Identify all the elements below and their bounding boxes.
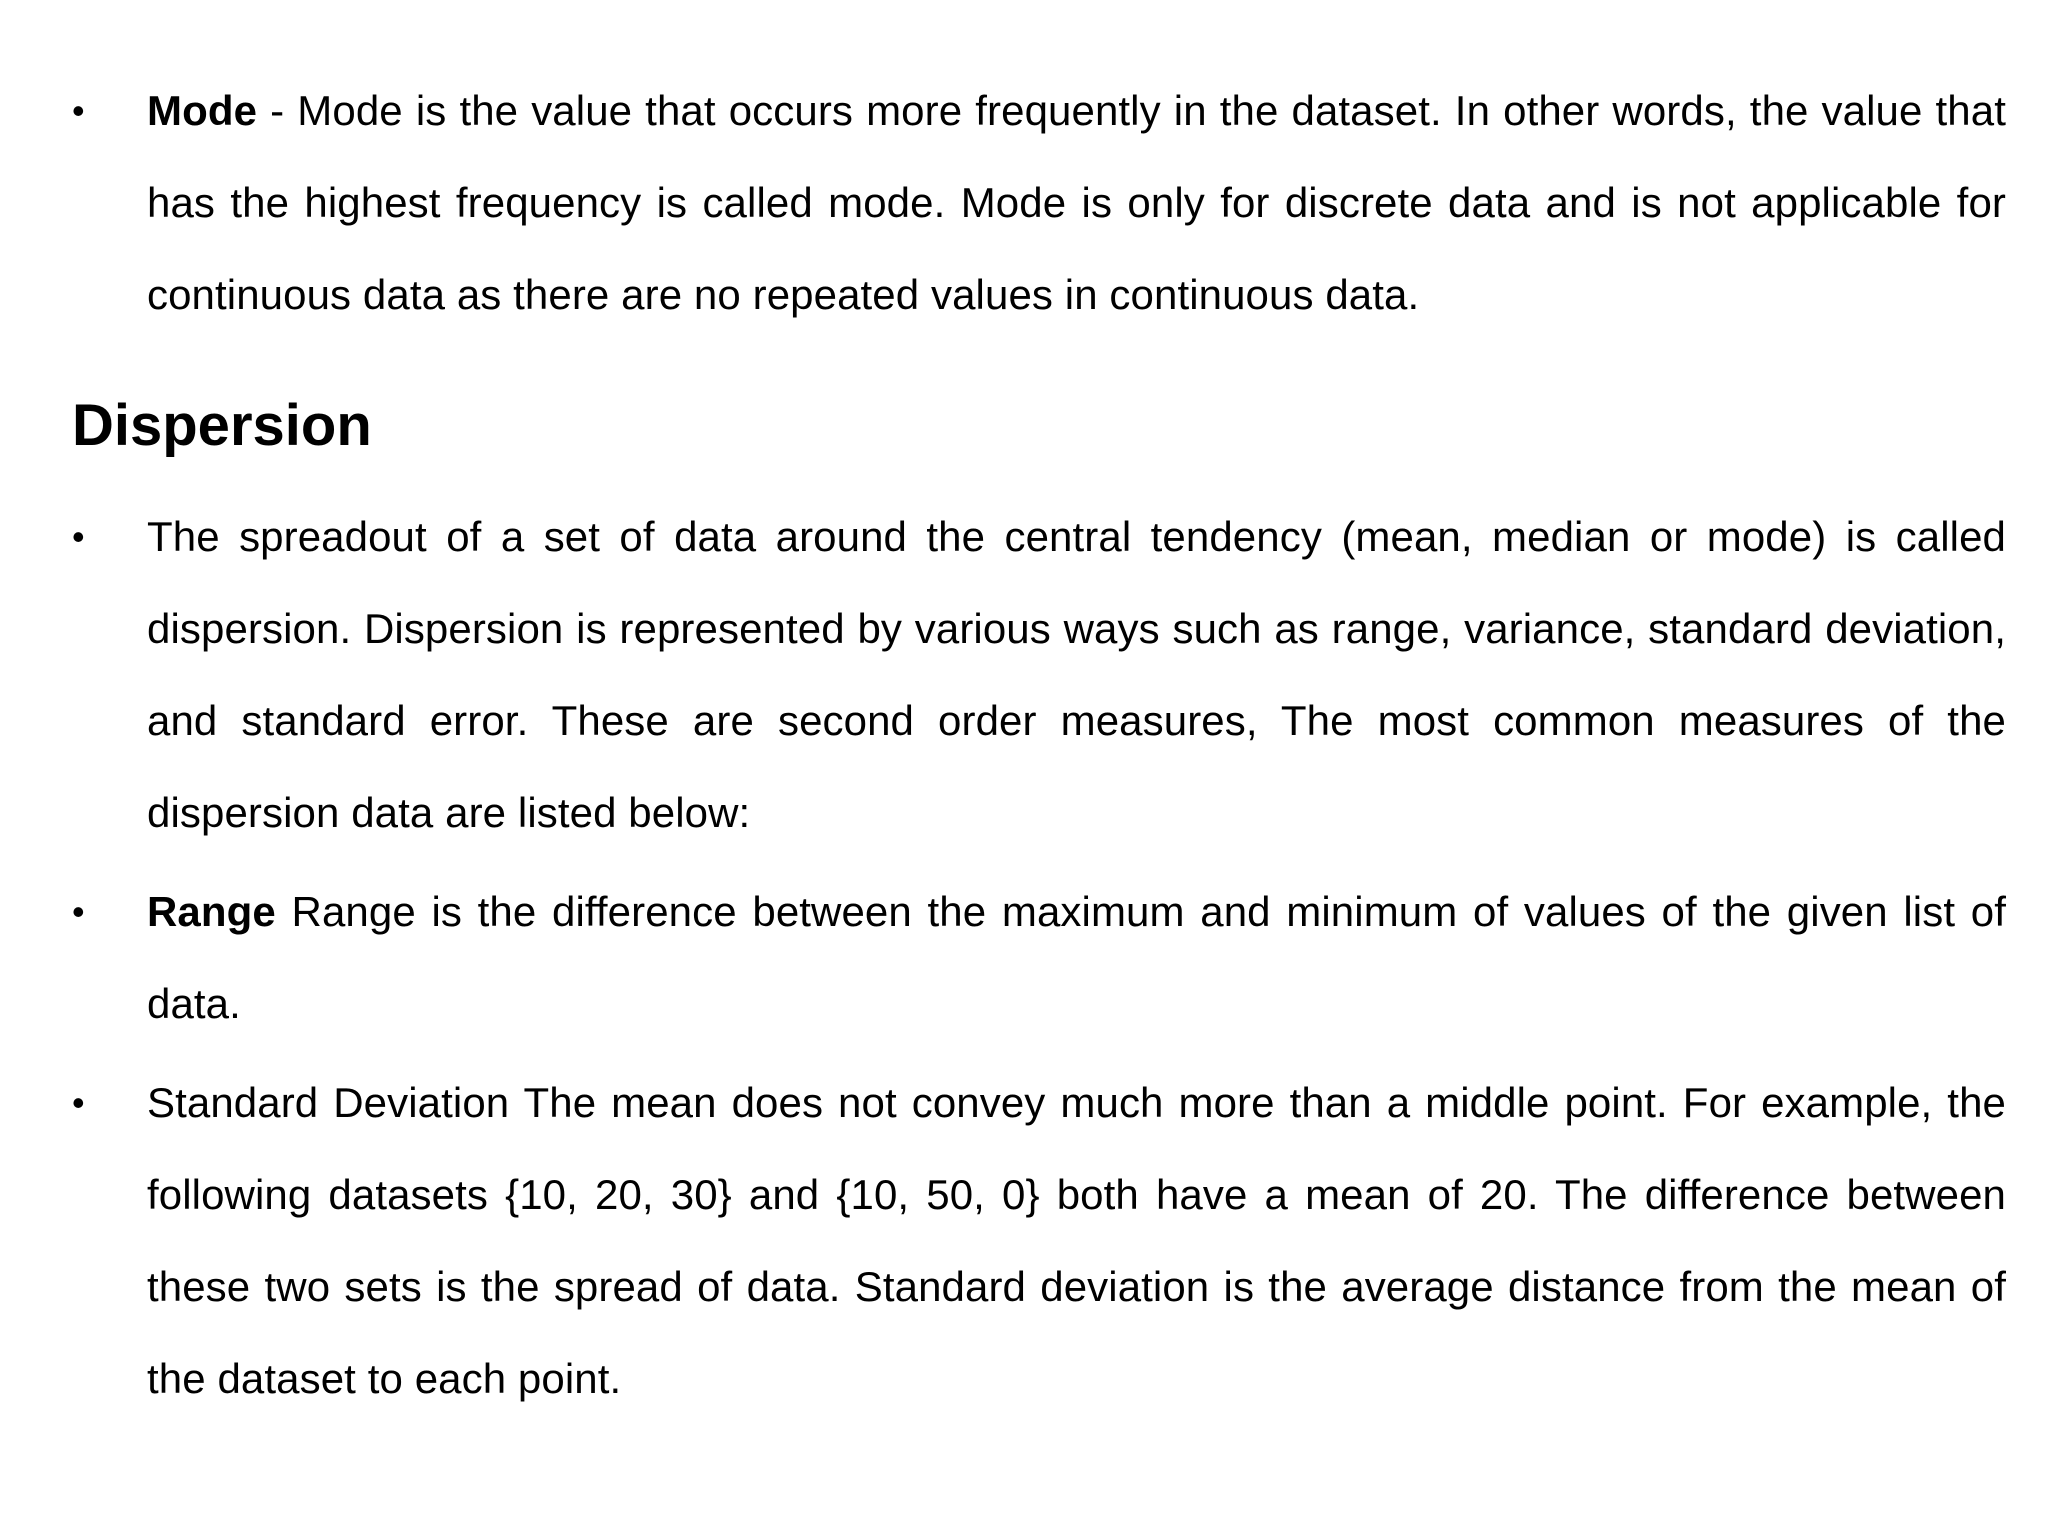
bullet-item-mode — [72, 65, 2006, 341]
mode-paragraph — [147, 65, 2006, 341]
bullet-marker: • — [72, 516, 85, 557]
section-heading-dispersion: Dispersion — [72, 393, 372, 458]
bullet-marker: • — [72, 90, 85, 131]
range-description: Range is the difference between the maximum and minimum of values of the given list of data. — [147, 888, 2006, 1027]
range-term: Range — [147, 888, 276, 935]
bullet-marker: • — [72, 1082, 85, 1123]
standard-deviation-paragraph: Standard Deviation The mean does not convey much more than a middle point. For example, the following datasets {10, 20, 30} and {10, 50, 0} both have a mean of 20. The difference between these two sets is the spread of data. Standard deviation is the average distance from the mean of the dataset to each point. — [147, 1079, 2006, 1402]
mode-term: Mode — [147, 87, 258, 134]
bullet-item-range — [72, 866, 2006, 1050]
bullet-marker: • — [72, 891, 85, 932]
bullet-item-dispersion — [72, 491, 2006, 859]
mode-description: - Mode is the value that occurs more frequently in the dataset. In other words, the value that has the highest frequency is called mode. Mode is only for discrete data and is not applicable for continuous data as there are no repeated values in continuous data. — [147, 87, 2006, 318]
bullet-item-standard-deviation — [72, 1057, 2006, 1425]
range-paragraph — [147, 866, 2006, 1050]
dispersion-paragraph: The spreadout of a set of data around the central tendency (mean, median or mode) is called dispersion. Dispersion is represented by various ways such as range, variance, standard deviation, and standard error. These are second order measures, The most common measures of the dispersion data are listed below: — [147, 513, 2006, 836]
